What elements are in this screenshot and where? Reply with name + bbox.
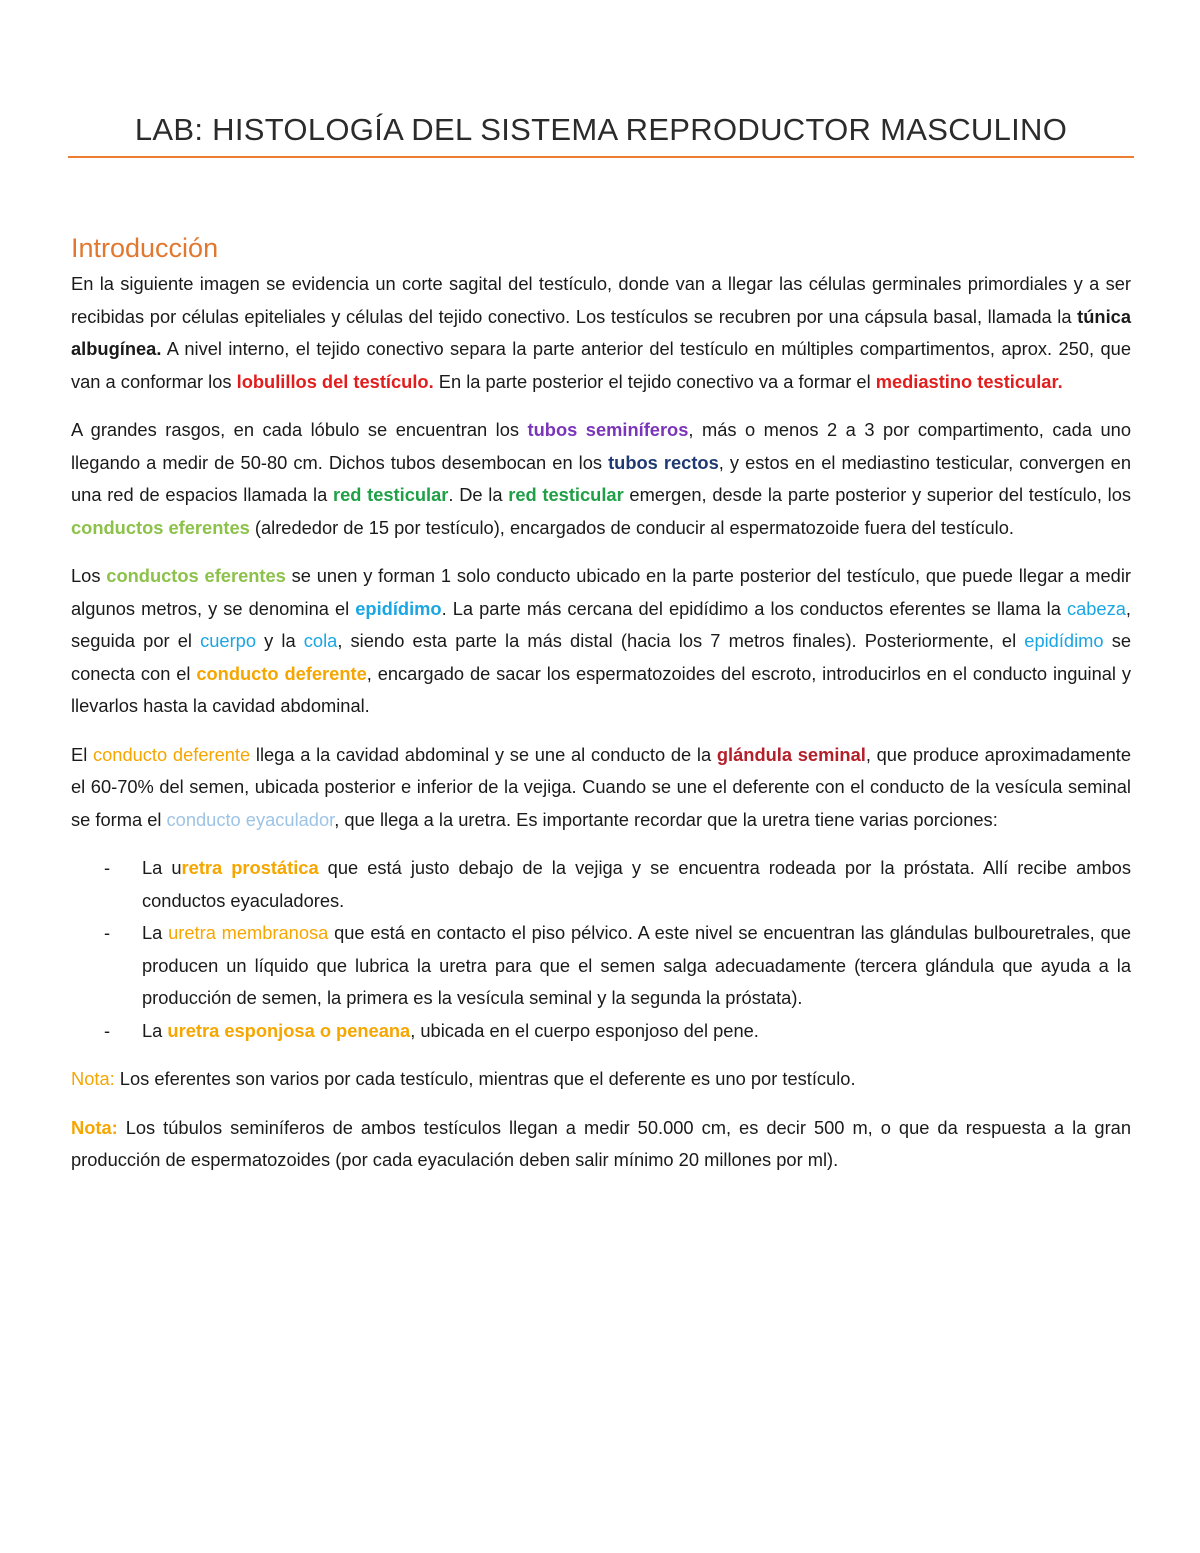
text: llega a la cavidad abdominal y se une al conducto de la (250, 743, 717, 765)
title-underline (68, 156, 1134, 158)
text: La (142, 1019, 168, 1041)
text: A grandes rasgos, en cada lóbulo se encuentran los (71, 419, 528, 440)
text: , y estos en el mediastino testicular, convergen en una red de espacios llamada la (71, 451, 1131, 505)
list-dash: - (104, 922, 111, 943)
term-tunica-albuginea: túnica albugínea. (71, 305, 1131, 359)
text: El (71, 743, 93, 765)
text: A nivel interno, el tejido conectivo separa la parte anterior del testículo en múltiples compartimentos, aprox. 250, que van a conformar los (71, 338, 1131, 392)
text: , que produce aproximadamente el 60-70% del semen, ubicada posterior e inferior de la vejiga. Cuando se une el deferente con el conducto de la vesícula seminal se forma el (71, 743, 1131, 830)
text: , encargado de sacar los espermatozoides del escroto, introducirlos en el conducto inguinal y llevarlos hasta la cavidad abdominal. (71, 662, 1131, 716)
text: , siendo esta parte la más distal (hacia los 7 metros finales). Posteriormente, el (337, 630, 1025, 651)
urethra-list (71, 852, 1131, 1047)
term-tubos-rectos: tubos rectos (608, 451, 719, 473)
list-dash: - (104, 857, 111, 878)
term-glandula-seminal: glándula seminal (716, 743, 866, 765)
note-label: Nota: (71, 1116, 118, 1138)
term-epididimo: epidídimo (355, 597, 442, 619)
term-conducto-deferente: conducto deferente (92, 743, 251, 765)
term-cola: cola (303, 630, 338, 651)
text: , seguida por el (71, 597, 1131, 651)
note-label: Nota: (71, 1068, 115, 1089)
text: que está justo debajo de la vejiga y se encuentra rodeada por la próstata. Allí recibe ambos conductos eyaculadores. (142, 857, 1131, 911)
document-body (71, 268, 1131, 1193)
term-epididimo: epidídimo (1024, 630, 1104, 651)
term-lobulillos: lobulillos del testículo. (236, 370, 434, 392)
list-item (71, 852, 1131, 917)
term-mediastino: mediastino testicular. (875, 370, 1063, 392)
note-2 (71, 1112, 1131, 1177)
text: Los túbulos seminíferos de ambos testículos llegan a medir 50.000 cm, es decir 500 m, o que da respuesta a la gran producción de espermatozoides (por cada eyaculación deben salir mínimo 20 millones por ml). (71, 1116, 1131, 1170)
paragraph-1 (71, 268, 1131, 398)
text: Los (71, 565, 107, 586)
section-heading-introduccion: Introducción (71, 233, 219, 263)
list-item (71, 917, 1131, 1015)
term-conducto-eyaculador: conducto eyaculador (166, 808, 335, 830)
text: , más o menos 2 a 3 por compartimento, cada uno llegando a medir de 50-80 cm. Dichos tubos desembocan en los (71, 419, 1132, 473)
text: se unen y forman 1 solo conducto ubicado en la parte posterior del testículo, que puede llegar a medir algunos metros, y se denomina el (71, 565, 1131, 619)
paragraph-4 (71, 739, 1131, 837)
text: La u (142, 857, 182, 878)
text: emergen, desde la parte posterior y superior del testículo, los (623, 484, 1132, 505)
text: (alrededor de 15 por testículo), encargados de conducir al espermatozoide fuera del testículo. (249, 516, 1014, 538)
text: Los eferentes son varios por cada testículo, mientras que el deferente es uno por testículo. (114, 1068, 856, 1089)
term-conductos-eferentes: conductos eferentes (106, 565, 286, 586)
text: La (142, 922, 169, 943)
term-uretra-prostatica: retra prostática (181, 857, 319, 878)
note-1 (71, 1063, 1131, 1096)
text: En la siguiente imagen se evidencia un corte sagital del testículo, donde van a llegar las células germinales primordiales y a ser recibidas por células epiteliales y células del tejido conectivo. Los testículos se recubren por una cápsula basal, llamada la (71, 273, 1131, 327)
term-red-testicular: red testicular (508, 484, 624, 505)
paragraph-2 (71, 414, 1131, 544)
text: que está en contacto el piso pélvico. A este nivel se encuentran las glándulas bulbouretrales, que producen un líquido que lubrica la uretra para que el semen salga adecuadamente (tercera glándula que ayuda a la producción de semen, la primera es la vesícula seminal y la segunda la próstata). (142, 922, 1131, 1008)
document-title: LAB: HISTOLOGÍA DEL SISTEMA REPRODUCTOR MASCULINO (134, 112, 1068, 147)
text: se conecta con el (71, 630, 1132, 684)
list-item (71, 1015, 1131, 1048)
term-uretra-esponjosa: uretra esponjosa o peneana (167, 1019, 411, 1041)
text: En la parte posterior el tejido conectivo va a formar el (433, 370, 876, 392)
term-cabeza: cabeza (1066, 597, 1126, 619)
text: y la (256, 630, 304, 651)
text: , ubicada en el cuerpo esponjoso del pene. (410, 1019, 759, 1041)
term-conducto-deferente: conducto deferente (196, 662, 367, 684)
term-cuerpo: cuerpo (200, 630, 256, 651)
term-uretra-membranosa: uretra membranosa (168, 922, 329, 943)
term-conductos-eferentes: conductos eferentes (71, 516, 250, 538)
term-tubos-seminiferos: tubos seminíferos (527, 419, 689, 440)
term-red-testicular: red testicular (332, 484, 449, 505)
paragraph-3 (71, 560, 1131, 723)
text: , que llega a la uretra. Es importante recordar que la uretra tiene varias porciones: (334, 808, 998, 830)
text: . De la (448, 484, 509, 505)
list-dash: - (104, 1019, 111, 1041)
text: . La parte más cercana del epidídimo a los conductos eferentes se llama la (441, 597, 1067, 619)
